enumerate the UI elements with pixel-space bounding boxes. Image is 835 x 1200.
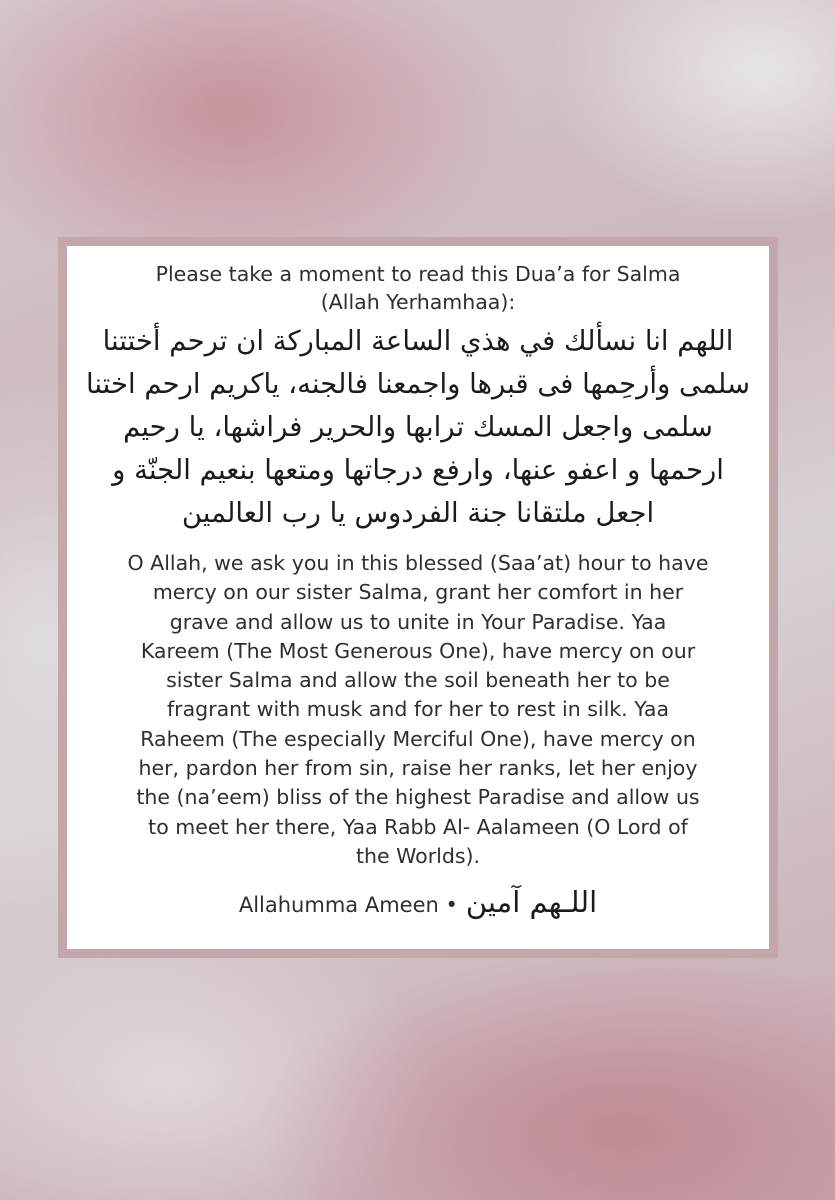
dua-card-frame: [58, 237, 778, 958]
english-line: O Allah, we ask you in this blessed (Saa’at) hour to have: [127, 551, 709, 575]
arabic-line: اجعل ملتقانا جنة الفردوس يا رب العالمين: [181, 497, 655, 529]
intro-text: [77, 260, 759, 316]
english-line: mercy on our sister Salma, grant her comfort in her: [152, 580, 684, 605]
english-line: the (na’eem) bliss of the highest Paradise and allow us: [136, 785, 700, 810]
ameen-arabic: اللـهم آمين: [465, 885, 598, 920]
arabic-line: سلمى واجعل المسك ترابها والحرير فراشها، يا رحيم: [123, 411, 713, 443]
english-line: sister Salma and allow the soil beneath her to be: [166, 668, 670, 693]
english-line: the Worlds).: [355, 843, 481, 868]
intro-line: Please take a moment to read this Dua’a for Salma: [155, 262, 681, 286]
english-line: fragrant with musk and for her to rest in silk. Yaa: [166, 697, 670, 722]
arabic-line: ارحمها و اعفو عنها، وارفع درجاتها ومتعها بنعيم الجنّة و: [112, 454, 724, 486]
arabic-line: اللهم انا نسألك في هذي الساعة المباركة ان ترحم أختتنا: [102, 325, 734, 357]
ameen-english: Allahumma Ameen •: [238, 893, 458, 918]
closing-ameen: [77, 885, 759, 919]
english-line: Kareem (The Most Generous One), have mercy on our: [140, 638, 696, 663]
english-line: grave and allow us to unite in Your Paradise. Yaa: [169, 609, 667, 634]
dua-card: [67, 246, 769, 949]
arabic-line: سلمى وأرحِمها فى قبرها واجمعنا فالجنه، ياكريم ارحم اختنا: [85, 368, 751, 400]
english-line: to meet her there, Yaa Rabb Al- Aalameen (O Lord of: [148, 814, 688, 839]
intro-line: (Allah Yerhamhaa):: [320, 290, 516, 314]
english-line: her, pardon her from sin, raise her ranks, let her enjoy: [138, 756, 698, 781]
english-translation: [95, 549, 741, 871]
arabic-dua: [77, 320, 759, 535]
english-line: Raheem (The especially Merciful One), have mercy on: [140, 726, 696, 751]
